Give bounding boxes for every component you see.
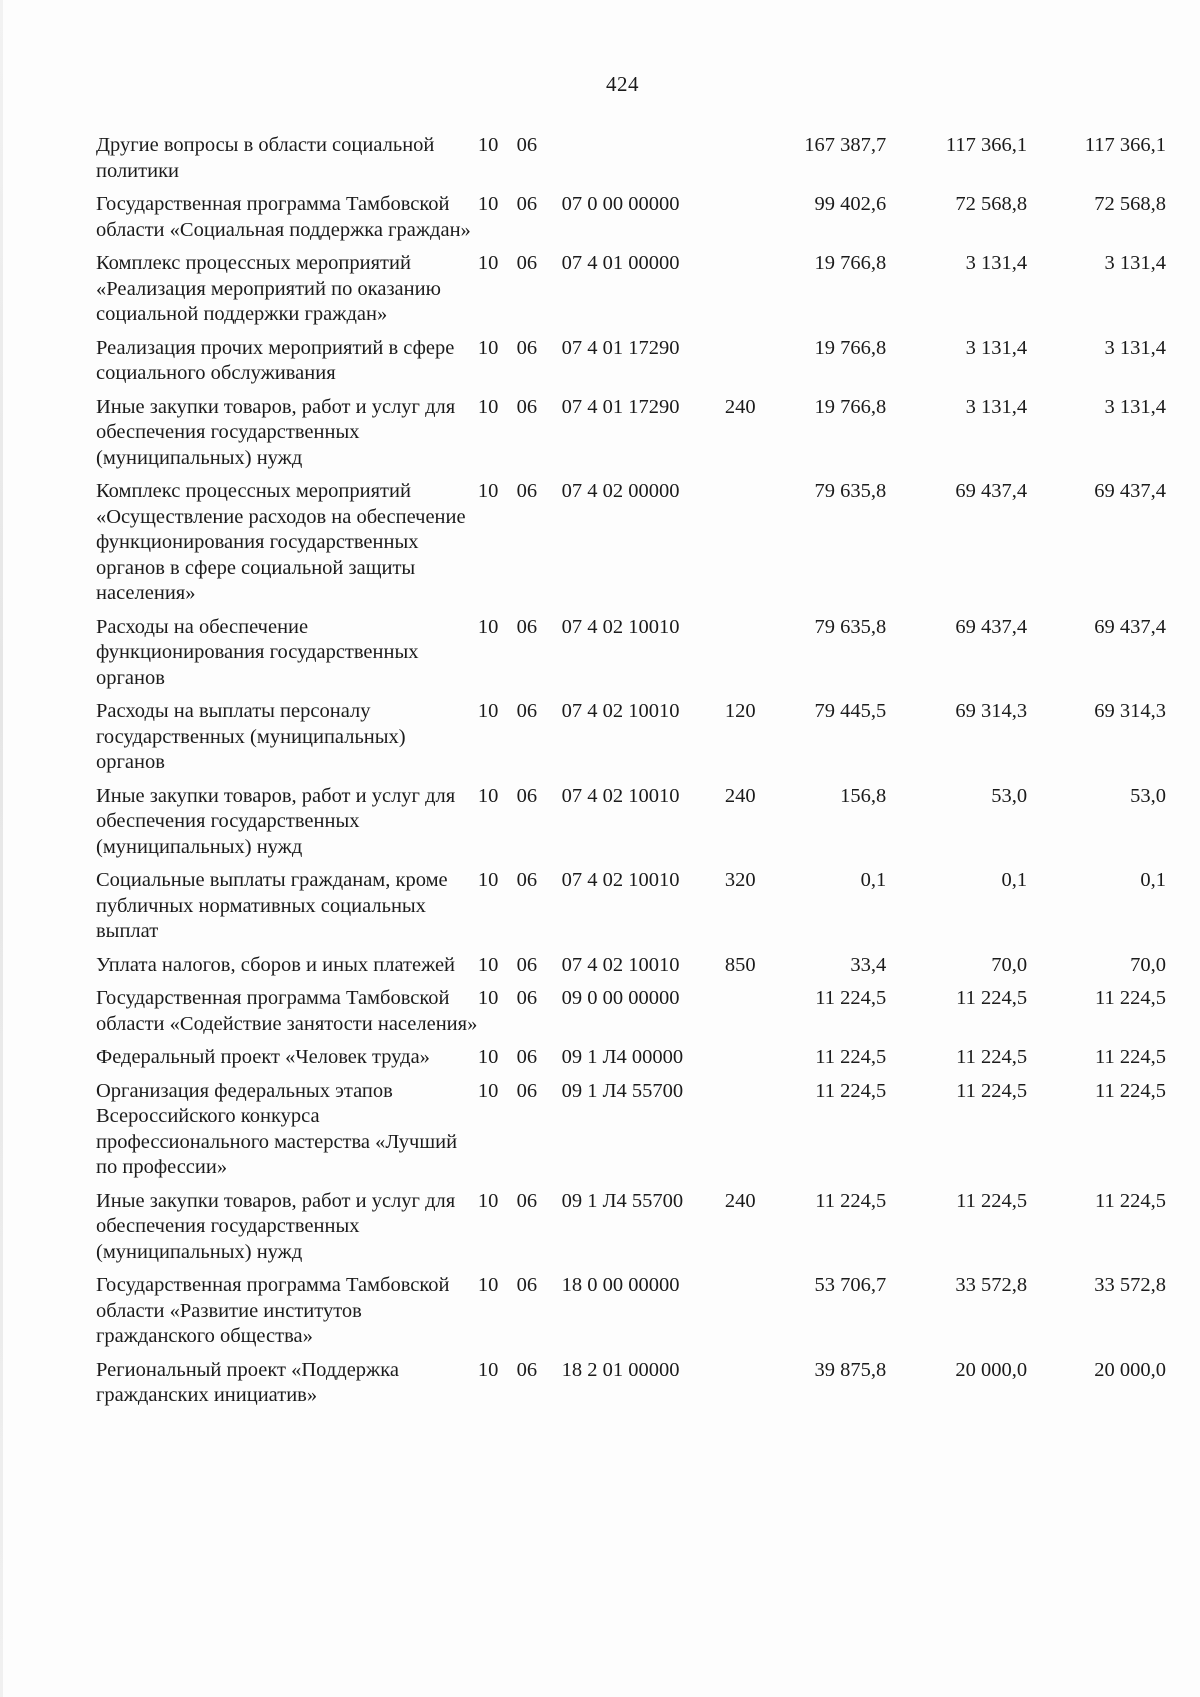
- row-subsection-cell: 06: [516, 134, 538, 156]
- row-amount-year1-cell: 39 875,8: [814, 1358, 887, 1381]
- row-amount-year2-cell: 20 000,0: [955, 1358, 1028, 1381]
- row-subsection-cell: 06: [516, 395, 538, 418]
- row-section-cell: 10: [477, 134, 499, 156]
- row-name-cell: Расходы на выплаты персоналу государственных (муниципальных) органов: [96, 700, 406, 773]
- row-name-cell: Федеральный проект «Человек труда»: [96, 1046, 430, 1068]
- row-amount-year1-cell: 11 224,5: [815, 1046, 887, 1068]
- row-amount-year2-cell: 72 568,8: [955, 193, 1028, 215]
- row-amount-year2-cell: 117 366,1: [945, 134, 1028, 156]
- row-amount-year1-cell: 79 635,8: [814, 480, 887, 502]
- row-section-cell: 10: [477, 252, 499, 274]
- row-expense-type-cell: [725, 251, 776, 336]
- row-section-cell: 10: [477, 1189, 499, 1212]
- row-section-cell: 10: [477, 869, 499, 891]
- row-amount-year2-cell: 11 224,5: [956, 987, 1028, 1009]
- row-amount-year2-cell: 33 572,8: [955, 1274, 1028, 1296]
- row-target-article-cell: 09 1 Л4 55700: [561, 1189, 684, 1212]
- row-amount-year1-cell: 11 224,5: [815, 1189, 887, 1212]
- row-amount-year1-cell: 167 387,7: [804, 134, 887, 156]
- row-subsection-cell: 06: [516, 784, 538, 807]
- row-amount-year3-cell: 69 437,4: [1094, 480, 1166, 502]
- row-expense-type-cell: 240: [724, 1189, 756, 1212]
- row-amount-year1-cell: 79 445,5: [814, 700, 887, 722]
- row-amount-year3-cell: 117 366,1: [1084, 134, 1166, 156]
- table-row: [96, 395, 1166, 480]
- row-amount-year3-cell: 33 572,8: [1094, 1274, 1166, 1296]
- row-name-cell: Организация федеральных этапов Всероссийского конкурса профессионального мастерства «Лучший по профессии»: [96, 1079, 458, 1178]
- row-amount-year1-cell: 11 224,5: [815, 987, 887, 1009]
- row-amount-year3-cell: 11 224,5: [1095, 1046, 1166, 1068]
- row-target-article-cell: 07 4 01 17290: [561, 395, 680, 418]
- row-name-cell: Иные закупки товаров, работ и услуг для обеспечения государственных (муниципальных) нужд: [96, 784, 456, 858]
- row-amount-year3-cell: 70,0: [1130, 953, 1166, 976]
- row-name-cell: Иные закупки товаров, работ и услуг для обеспечения государственных (муниципальных) нужд: [96, 395, 456, 469]
- table-row: [96, 192, 1166, 251]
- row-amount-year1-cell: 33,4: [850, 953, 887, 976]
- row-amount-year2-cell: 3 131,4: [965, 336, 1028, 359]
- row-amount-year2-cell: 11 224,5: [956, 1046, 1028, 1068]
- row-expense-type-cell: 120: [724, 700, 756, 722]
- row-subsection-cell: 06: [516, 480, 538, 502]
- row-subsection-cell: 06: [516, 953, 538, 976]
- row-target-article-cell: 09 0 00 00000: [561, 987, 680, 1009]
- row-amount-year2-cell: 11 224,5: [956, 1189, 1028, 1212]
- row-amount-year3-cell: 3 131,4: [1104, 336, 1166, 359]
- row-expense-type-cell: [725, 1358, 776, 1417]
- row-subsection-cell: 06: [516, 252, 538, 274]
- row-amount-year3-cell: 3 131,4: [1104, 252, 1166, 274]
- row-name-cell: Комплекс процессных мероприятий «Реализация мероприятий по оказанию социальной поддержки граждан»: [96, 252, 441, 325]
- row-amount-year2-cell: 70,0: [991, 953, 1028, 976]
- scan-edge: [0, 0, 3, 1697]
- table-row: [96, 1273, 1166, 1358]
- row-name-cell: Региональный проект «Поддержка гражданских инициатив»: [96, 1358, 399, 1406]
- row-expense-type-cell: [725, 1079, 776, 1189]
- row-amount-year3-cell: 69 314,3: [1094, 700, 1166, 722]
- row-expense-type-cell: [725, 1273, 776, 1358]
- row-target-article-cell: 07 4 02 10010: [561, 615, 680, 638]
- row-amount-year1-cell: 11 224,5: [815, 1079, 887, 1102]
- table-row: [96, 251, 1166, 336]
- row-name-cell: Другие вопросы в области социальной политики: [96, 134, 435, 182]
- row-subsection-cell: 06: [516, 1358, 538, 1381]
- row-amount-year2-cell: 69 437,4: [955, 480, 1028, 502]
- row-target-article-cell: 07 4 01 17290: [561, 336, 680, 359]
- table-row: [96, 953, 1166, 987]
- table-row: [96, 1189, 1166, 1274]
- row-amount-year3-cell: 11 224,5: [1095, 1189, 1166, 1212]
- budget-table: [96, 133, 1166, 1417]
- table-row: [96, 868, 1166, 953]
- row-target-article-cell: 07 0 00 00000: [561, 193, 680, 215]
- row-expense-type-cell: [725, 479, 776, 615]
- row-expense-type-cell: [725, 192, 776, 251]
- row-name-cell: Иные закупки товаров, работ и услуг для обеспечения государственных (муниципальных) нужд: [96, 1189, 456, 1263]
- row-amount-year3-cell: 11 224,5: [1095, 1079, 1166, 1102]
- table-row: [96, 336, 1166, 395]
- row-subsection-cell: 06: [516, 869, 538, 891]
- table-row: [96, 1358, 1166, 1417]
- row-subsection-cell: 06: [516, 193, 538, 215]
- row-section-cell: 10: [477, 336, 499, 359]
- row-section-cell: 10: [477, 987, 499, 1009]
- row-name-cell: Государственная программа Тамбовской области «Содействие занятости населения»: [96, 987, 478, 1035]
- row-amount-year3-cell: 3 131,4: [1104, 395, 1166, 418]
- row-amount-year1-cell: 0,1: [860, 869, 887, 891]
- table-row: [96, 615, 1166, 700]
- table-row: [96, 1079, 1166, 1189]
- row-name-cell: Государственная программа Тамбовской области «Развитие институтов гражданского общества»: [96, 1274, 450, 1347]
- row-expense-type-cell: 240: [724, 395, 756, 418]
- row-section-cell: 10: [477, 480, 499, 502]
- table-row: [96, 699, 1166, 784]
- row-target-article-cell: 07 4 02 10010: [561, 953, 680, 976]
- row-name-cell: Реализация прочих мероприятий в сфере социального обслуживания: [96, 336, 455, 384]
- table-row: [96, 784, 1166, 869]
- row-target-article-cell: 07 4 01 00000: [561, 252, 680, 274]
- row-section-cell: 10: [477, 784, 499, 807]
- row-name-cell: Уплата налогов, сборов и иных платежей: [96, 953, 456, 976]
- row-amount-year1-cell: 19 766,8: [814, 252, 887, 274]
- row-amount-year1-cell: 79 635,8: [814, 615, 887, 638]
- row-section-cell: 10: [477, 395, 499, 418]
- row-expense-type-cell: [725, 1045, 776, 1079]
- row-amount-year1-cell: 19 766,8: [814, 336, 887, 359]
- page-number: 424: [606, 72, 639, 96]
- row-section-cell: 10: [477, 1274, 499, 1296]
- row-subsection-cell: 06: [516, 1046, 538, 1068]
- row-target-article-cell: [562, 133, 725, 192]
- row-expense-type-cell: [725, 133, 776, 192]
- row-amount-year1-cell: 99 402,6: [814, 193, 887, 215]
- row-amount-year3-cell: 20 000,0: [1094, 1358, 1166, 1381]
- row-amount-year1-cell: 156,8: [840, 784, 887, 807]
- row-section-cell: 10: [477, 1046, 499, 1068]
- table-row: [96, 133, 1166, 192]
- row-expense-type-cell: [725, 986, 776, 1045]
- row-amount-year2-cell: 11 224,5: [956, 1079, 1028, 1102]
- row-subsection-cell: 06: [516, 1079, 538, 1102]
- row-subsection-cell: 06: [516, 987, 538, 1009]
- row-name-cell: Государственная программа Тамбовской области «Социальная поддержка граждан»: [96, 193, 471, 241]
- row-subsection-cell: 06: [516, 615, 538, 638]
- row-expense-type-cell: [725, 615, 776, 700]
- row-target-article-cell: 07 4 02 10010: [561, 784, 680, 807]
- row-target-article-cell: 09 1 Л4 55700: [561, 1079, 684, 1102]
- row-target-article-cell: 07 4 02 00000: [561, 480, 680, 502]
- row-amount-year1-cell: 19 766,8: [814, 395, 887, 418]
- row-amount-year2-cell: 69 314,3: [955, 700, 1028, 722]
- row-section-cell: 10: [477, 1079, 499, 1102]
- row-amount-year2-cell: 3 131,4: [965, 252, 1028, 274]
- row-amount-year2-cell: 69 437,4: [955, 615, 1028, 638]
- row-amount-year2-cell: 3 131,4: [965, 395, 1028, 418]
- row-subsection-cell: 06: [516, 336, 538, 359]
- row-amount-year3-cell: 53,0: [1130, 784, 1166, 807]
- row-expense-type-cell: 320: [724, 869, 756, 891]
- table-row: [96, 986, 1166, 1045]
- table-row: [96, 479, 1166, 615]
- row-section-cell: 10: [477, 700, 499, 722]
- row-subsection-cell: 06: [516, 1274, 538, 1296]
- row-subsection-cell: 06: [516, 700, 538, 722]
- row-subsection-cell: 06: [516, 1189, 538, 1212]
- row-section-cell: 10: [477, 615, 499, 638]
- row-amount-year3-cell: 69 437,4: [1094, 615, 1166, 638]
- row-section-cell: 10: [477, 193, 499, 215]
- row-amount-year2-cell: 53,0: [991, 784, 1028, 807]
- row-target-article-cell: 18 0 00 00000: [561, 1274, 680, 1296]
- row-amount-year3-cell: 0,1: [1140, 869, 1166, 891]
- row-name-cell: Комплекс процессных мероприятий «Осуществление расходов на обеспечение функционирования государственных органов в сфере социальной защиты населения»: [96, 480, 466, 604]
- row-expense-type-cell: 850: [724, 953, 756, 976]
- row-amount-year3-cell: 72 568,8: [1094, 193, 1166, 215]
- row-section-cell: 10: [477, 1358, 499, 1381]
- table-row: [96, 1045, 1166, 1079]
- table-body: [96, 133, 1166, 1417]
- row-target-article-cell: 09 1 Л4 00000: [561, 1046, 684, 1068]
- row-amount-year3-cell: 11 224,5: [1095, 987, 1166, 1009]
- row-expense-type-cell: 240: [724, 784, 756, 807]
- row-amount-year1-cell: 53 706,7: [814, 1274, 887, 1296]
- row-target-article-cell: 07 4 02 10010: [561, 869, 680, 891]
- row-target-article-cell: 18 2 01 00000: [561, 1358, 680, 1381]
- row-name-cell: Социальные выплаты гражданам, кроме публичных нормативных социальных выплат: [96, 869, 448, 942]
- row-amount-year2-cell: 0,1: [1001, 869, 1028, 891]
- row-expense-type-cell: [725, 336, 776, 395]
- row-target-article-cell: 07 4 02 10010: [561, 700, 680, 722]
- row-section-cell: 10: [477, 953, 499, 976]
- row-name-cell: Расходы на обеспечение функционирования государственных органов: [96, 615, 419, 689]
